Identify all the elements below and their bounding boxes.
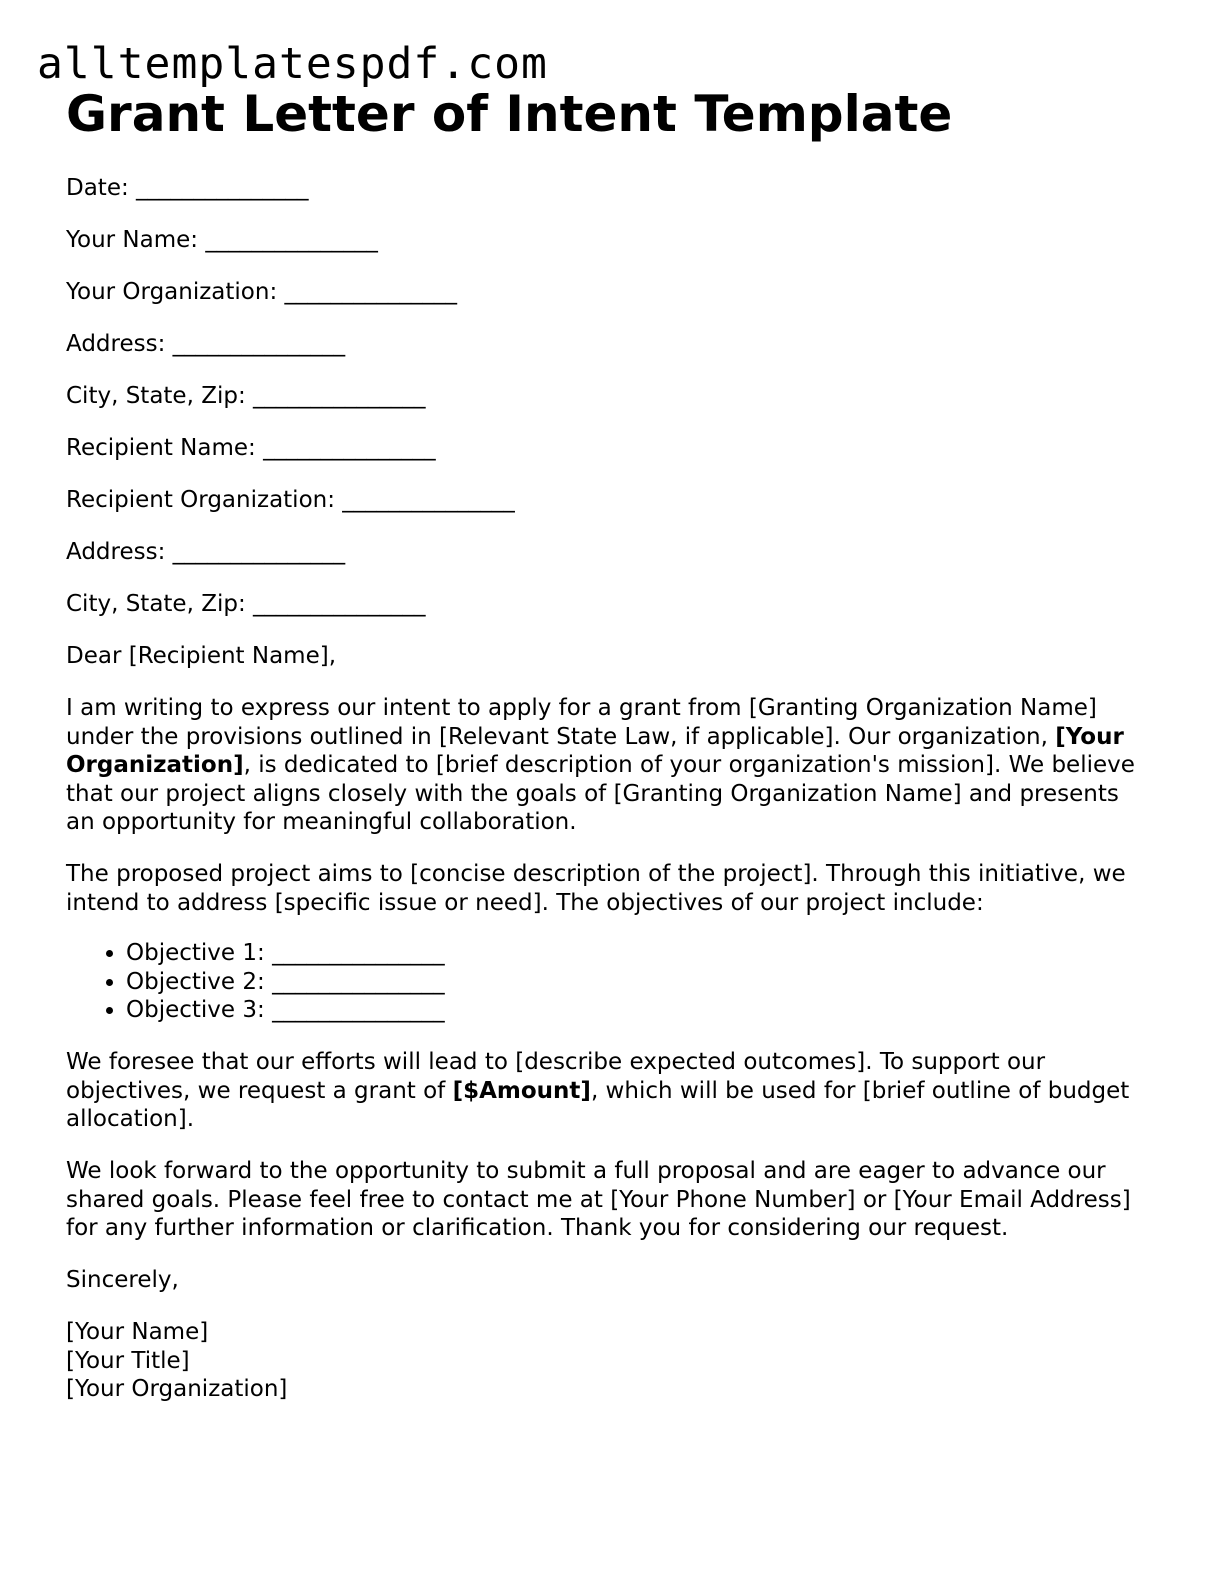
paragraph-text: I am writing to express our intent to apply for a grant from [Granting Organization Name] under the provisions outlined in [Relevant State Law, if applicable]. Our organization,	[66, 695, 1097, 750]
field-label: Date:	[66, 175, 129, 201]
field-label: Address:	[66, 331, 166, 357]
salutation: Dear [Recipient Name],	[66, 643, 337, 669]
field-label: Recipient Organization:	[66, 487, 335, 513]
amount-placeholder: [$Amount]	[452, 1077, 591, 1104]
field-blank: _______________	[253, 591, 426, 617]
recipient-organization-field	[66, 486, 1151, 515]
recipient-name-field	[66, 434, 1151, 463]
field-label: City, State, Zip:	[66, 591, 246, 617]
field-label: Address:	[66, 539, 166, 565]
field-blank: _______________	[342, 487, 515, 513]
paragraph-text: , which will be used for [brief outline of budget allocation].	[66, 1077, 1130, 1132]
field-blank: _______________	[172, 331, 346, 357]
paragraph-text: We foresee that our efforts will lead to [describe expected outcomes]. To support our objectives, we request a grant of	[66, 1049, 1046, 1104]
field-blank: _______________	[284, 279, 458, 305]
outcomes-paragraph	[66, 1048, 1151, 1134]
field-label: Your Organization:	[66, 279, 278, 305]
signature-organization: [Your Organization]	[66, 1376, 288, 1402]
signature-title: [Your Title]	[66, 1347, 190, 1374]
paragraph-text: , is dedicated to [brief description of your organization's mission]. We believe that our project aligns closely with the goals of [Granting Organization Name] and presents an opportunity for meaningful collaboration.	[66, 752, 1135, 835]
closing: Sincerely,	[66, 1267, 179, 1293]
signature-name: [Your Name]	[66, 1319, 209, 1345]
your-name-field	[66, 226, 1151, 255]
recipient-city-state-zip-field	[66, 590, 1151, 619]
signature-block	[66, 1318, 1151, 1404]
field-label: Your Name:	[66, 227, 199, 253]
list-item: • Objective 3: _______________	[126, 996, 1151, 1025]
project-paragraph: The proposed project aims to [concise description of the project]. Through this initiative, we intend to address [specific issue or need]. The objectives of our project include:	[66, 861, 1126, 916]
field-blank: _______________	[172, 539, 346, 565]
field-label: Recipient Name:	[66, 435, 256, 461]
field-label: City, State, Zip:	[66, 383, 246, 409]
letter-body	[66, 174, 1151, 1404]
field-blank: _______________	[263, 435, 436, 461]
page-title: Grant Letter of Intent Template	[66, 85, 953, 143]
city-state-zip-field	[66, 382, 1151, 411]
field-blank: _______________	[136, 175, 309, 201]
field-blank: _______________	[205, 227, 378, 253]
field-blank: _______________	[253, 383, 426, 409]
address-field	[66, 330, 1151, 359]
intent-paragraph	[66, 694, 1151, 837]
watermark-text: alltemplatespdf.com	[37, 39, 548, 89]
objectives-list	[66, 939, 1151, 1025]
organization-placeholder: [Your Organization]	[66, 723, 1124, 778]
list-item: • Objective 1: _______________	[126, 939, 1151, 968]
date-field	[66, 174, 1151, 203]
list-item: • Objective 2: _______________	[126, 968, 1151, 997]
recipient-address-field	[66, 538, 1151, 567]
contact-paragraph: We look forward to the opportunity to submit a full proposal and are eager to advance our shared goals. Please feel free to contact me at [Your Phone Number] or [Your Email Address] for any further information or clarification. Thank you for considering our request.	[66, 1158, 1131, 1241]
your-organization-field	[66, 278, 1151, 307]
